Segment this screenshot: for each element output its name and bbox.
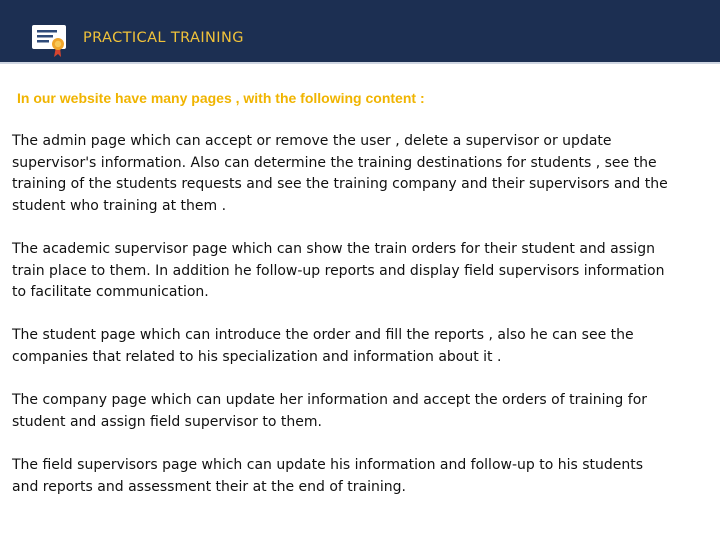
page-descriptions [12,131,712,498]
field-supervisors-page-description: The field supervisors page which can update his information and follow-up to his students and reports and assessment their at the end of training. [12,456,644,495]
header-bar [0,0,720,62]
intro-heading: In our website have many pages , with the following content : [17,90,425,106]
academic-supervisor-page-description: The academic supervisor page which can show the train orders for their student and assign train place to them. In addition he follow-up reports and display field supervisors information to facilitate communication. [12,240,665,301]
brand-title: PRACTICAL TRAINING [83,30,244,46]
student-page-description: The student page which can introduce the order and fill the reports , also he can see the companies that related to his specialization and information about it . [12,327,634,365]
company-page-description: The company page which can update her information and accept the orders of training for student and assign field supervisor to them. [12,392,648,430]
admin-page-description: The admin page which can accept or remove the user , delete a supervisor or update supervisor's information. Also can determine the training destinations for students , see the training of the students requests and see the training company and their supervisors and the student who training at them . [12,133,668,214]
certificate-icon [31,23,71,59]
header-divider [0,62,720,64]
